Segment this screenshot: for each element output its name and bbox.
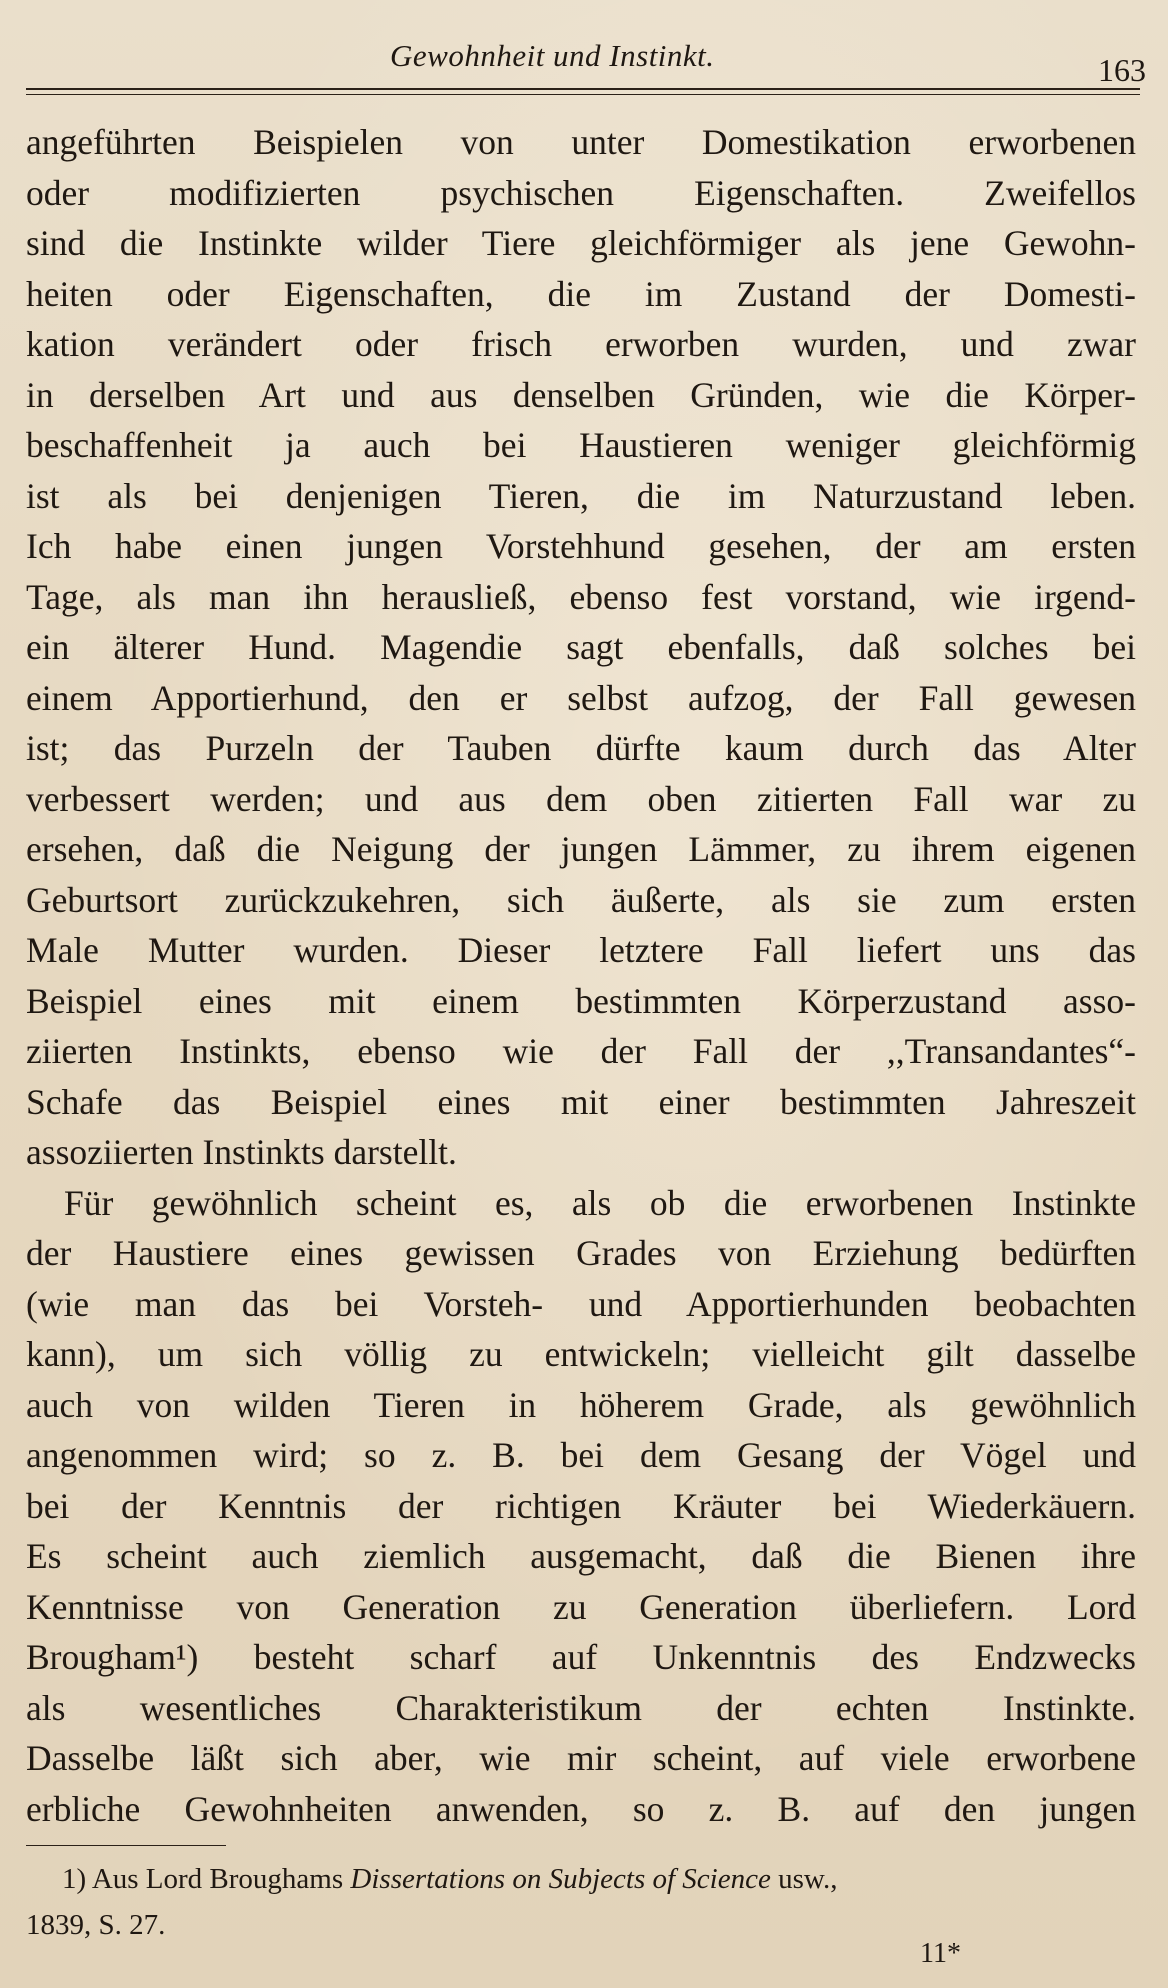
text-line: oder modifizierten psychischen Eigenschaften. Zweifellos [26, 172, 1136, 213]
text-line: angeführten Beispielen von unter Domestikation erworbenen [26, 122, 1136, 162]
text-line: beschaffenheit ja auch bei Haustieren weniger gleichförmig [26, 425, 1136, 465]
text-line: ersehen, daß die Neigung der jungen Lämmer, zu ihrem eigenen [26, 829, 1136, 869]
text-line: heiten oder Eigenschaften, die im Zustand der Domesti- [26, 273, 1136, 314]
text-line: in derselben Art und aus denselben Gründen, wie die Körper- [26, 374, 1136, 415]
signature-mark: 11* [920, 1938, 961, 1969]
text-line: Beispiel eines mit einem bestimmten Körperzustand asso- [26, 980, 1136, 1021]
text-line: bei der Kenntnis der richtigen Kräuter bei Wiederkäuern. [26, 1485, 1136, 1526]
paragraph-end-line: assoziierten Instinkts darstellt. [26, 1132, 457, 1172]
text-line: ziierten Instinkts, ebenso wie der Fall der ,,Transandantes“- [26, 1031, 1136, 1071]
footnote-rule [26, 1845, 226, 1846]
text-line: erbliche Gewohnheiten anwenden, so z. B. auf den jungen [26, 1788, 1136, 1829]
text-line: auch von wilden Tieren in höherem Grade, als gewöhnlich [26, 1384, 1136, 1425]
footnote-text-before: Aus Lord Broughams [91, 1863, 344, 1895]
footnote [26, 1856, 1136, 1948]
text-line: Geburtsort zurückzukehren, sich äußerte, als sie zum ersten [26, 879, 1136, 920]
footnote-marker: 1) [62, 1863, 87, 1895]
text-line: ist als bei denjenigen Tieren, die im Naturzustand leben. [26, 475, 1136, 516]
text-line: Ich habe einen jungen Vorstehhund gesehen, der am ersten [26, 526, 1136, 566]
footnote-book-title: Dissertations on Subjects of Science [350, 1863, 771, 1895]
text-line: angenommen wird; so z. B. bei dem Gesang der Vögel und [26, 1435, 1136, 1475]
header-rule-thick [26, 88, 1140, 90]
text-line: ist; das Purzeln der Tauben dürfte kaum durch das Alter [26, 728, 1136, 768]
text-line: kation verändert oder frisch erworben wurden, und zwar [26, 324, 1136, 364]
header-rule-thin [26, 94, 1140, 95]
text-line: Brougham¹) besteht scharf auf Unkenntnis des Endzwecks [26, 1637, 1136, 1677]
text-line: kann), um sich völlig zu entwickeln; vielleicht gilt dasselbe [26, 1334, 1136, 1374]
text-line: einem Apportierhund, den er selbst aufzog, der Fall gewesen [26, 677, 1136, 718]
running-title: Gewohnheit und Instinkt. [390, 38, 715, 73]
text-line: Dasselbe läßt sich aber, wie mir scheint, auf viele erworbene [26, 1738, 1136, 1778]
text-line: sind die Instinkte wilder Tiere gleichförmiger als jene Gewohn- [26, 223, 1136, 263]
text-line: der Haustiere eines gewissen Grades von Erziehung bedürften [26, 1233, 1136, 1273]
text-line: Es scheint auch ziemlich ausgemacht, daß die Bienen ihre [26, 1536, 1136, 1576]
text-line: ein älterer Hund. Magendie sagt ebenfalls, daß solches bei [26, 627, 1136, 667]
body-text [26, 117, 1136, 1834]
footnote-line-1 [26, 1856, 1136, 1902]
text-line: Kenntnisse von Generation zu Generation überliefern. Lord [26, 1586, 1136, 1627]
text-line: Schafe das Beispiel eines mit einer bestimmten Jahreszeit [26, 1081, 1136, 1122]
text-line: verbessert werden; und aus dem oben zitierten Fall war zu [26, 778, 1136, 819]
footnote-line-2: 1839, S. 27. [26, 1909, 166, 1941]
paragraph-start-line: Für gewöhnlich scheint es, als ob die erworbenen Instinkte [64, 1182, 1136, 1223]
text-line: als wesentliches Charakteristikum der echten Instinkte. [26, 1687, 1136, 1728]
text-line: Male Mutter wurden. Dieser letztere Fall liefert uns das [26, 930, 1136, 970]
footnote-text-after: usw., [778, 1863, 838, 1895]
page-number: 163 [1098, 52, 1146, 88]
text-line: Tage, als man ihn herausließ, ebenso fest vorstand, wie irgend- [26, 576, 1136, 617]
text-line: (wie man das bei Vorsteh- und Apportierhunden beobachten [26, 1283, 1136, 1324]
